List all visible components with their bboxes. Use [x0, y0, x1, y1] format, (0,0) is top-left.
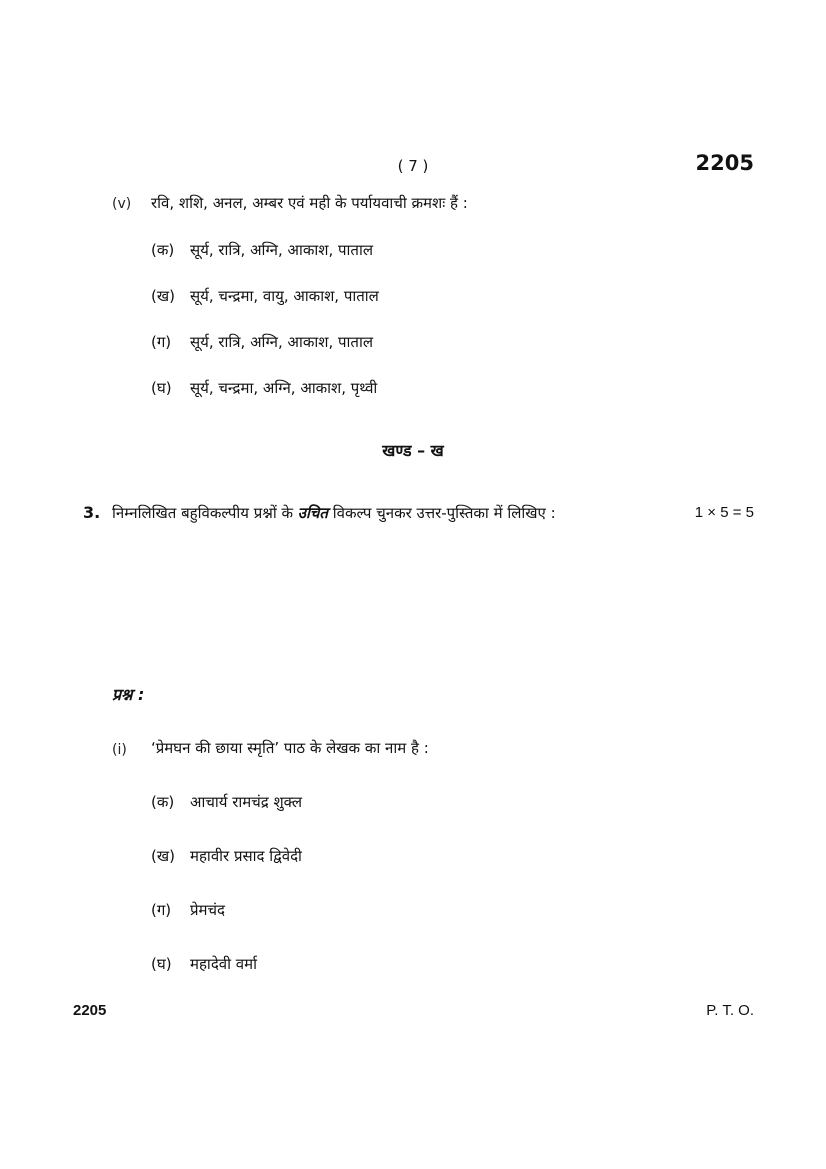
section-heading: खण्ड – ख — [382, 441, 444, 460]
option-text: प्रेमचंद — [190, 901, 225, 919]
option-label: (घ) — [151, 379, 172, 397]
paper-code-top: 2205 — [695, 151, 754, 175]
question-3-text-after: विकल्प चुनकर उत्तर-पुस्तिका में लिखिए : — [327, 504, 556, 522]
option-label: (ग) — [151, 333, 172, 351]
paper-code-bottom: 2205 — [73, 1002, 107, 1019]
option-text: महावीर प्रसाद द्विवेदी — [190, 847, 302, 865]
option-label: (ग) — [151, 901, 172, 919]
option-label: (क) — [151, 793, 175, 811]
question-i-text: ‘प्रेमघन की छाया स्मृति’ पाठ के लेखक का नाम है : — [151, 739, 429, 757]
question-v-text: रवि, शशि, अनल, अम्बर एवं मही के पर्यायवाची क्रमशः हैं : — [151, 194, 468, 212]
question-3-text-before: निम्नलिखित बहुविकल्पीय प्रश्नों के — [112, 504, 298, 522]
question-3-emphasis: उचित — [297, 504, 328, 522]
question-3-text — [112, 503, 556, 523]
question-i-number: (i) — [112, 742, 127, 758]
pto-label: P. T. O. — [706, 1002, 754, 1019]
option-text: आचार्य रामचंद्र शुक्ल — [190, 793, 303, 811]
option-label: (घ) — [151, 955, 172, 973]
option-text: सूर्य, चन्द्रमा, वायु, आकाश, पाताल — [190, 287, 379, 305]
option-text: महादेवी वर्मा — [190, 955, 257, 973]
option-text: सूर्य, रात्रि, अग्नि, आकाश, पाताल — [190, 241, 374, 259]
question-3-number: 3. — [83, 503, 101, 522]
option-label: (ख) — [151, 847, 175, 865]
question-3-marks: 1 × 5 = 5 — [694, 504, 754, 521]
prashn-label: प्रश्न : — [112, 685, 145, 704]
page-number: ( 7 ) — [397, 157, 429, 175]
option-label: (क) — [151, 241, 175, 259]
question-v-number: (v) — [112, 196, 132, 212]
option-label: (ख) — [151, 287, 175, 305]
option-text: सूर्य, चन्द्रमा, अग्नि, आकाश, पृथ्वी — [190, 379, 378, 397]
option-text: सूर्य, रात्रि, अग्नि, आकाश, पाताल — [190, 333, 374, 351]
